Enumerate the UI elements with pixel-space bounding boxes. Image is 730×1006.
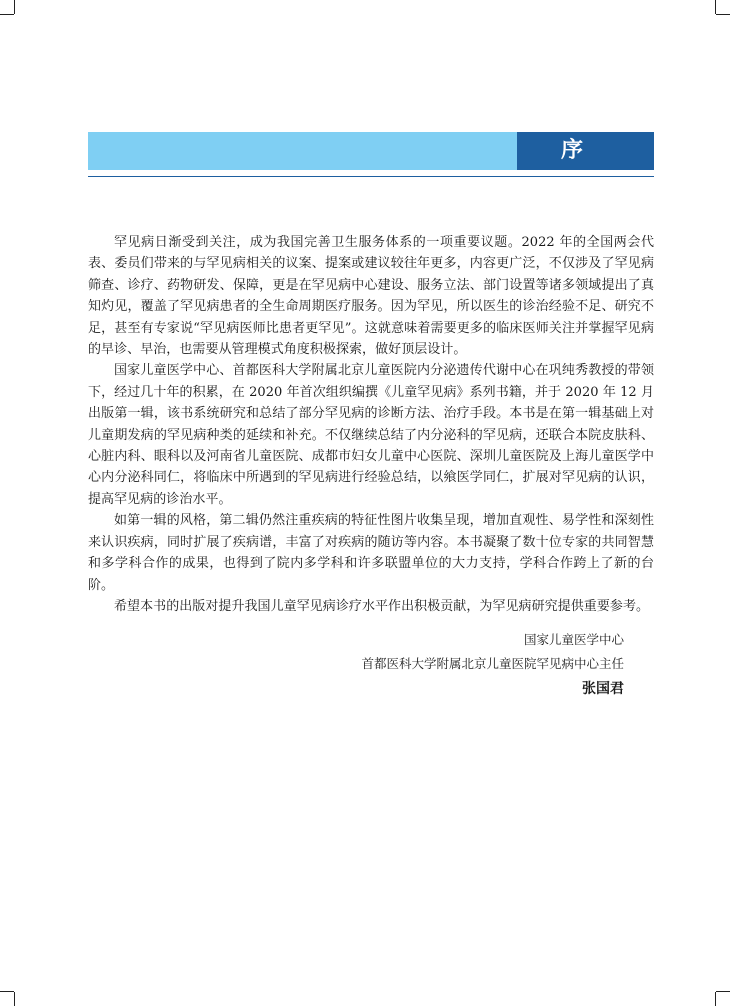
crop-mark — [0, 991, 14, 992]
signature-org2: 首都医科大学附属北京儿童医院罕见病中心主任 — [361, 656, 624, 671]
preface-body — [88, 232, 654, 617]
paragraph: 国家儿童医学中心、首都医科大学附属北京儿童医院内分泌遗传代谢中心在巩纯秀教授的带领下，经过几十年的积累，在 2020 年首次组织编撰《儿童罕见病》系列书籍，并于 2020 年 12 月出版第一辑，该书系统研究和总结了部分罕见病的诊断方法、治疗手段。本书是在第一辑基础上对儿童期发病的罕见病种类的延续和补充。不仅继续总结了内分泌科的罕见病，还联合本院皮肤科、心脏内科、眼科以及河南省儿童医院、成都市妇女儿童中心医院、深圳儿童医院及上海儿童医学中心内分泌科同仁，将临床中所遇到的罕见病进行经验总结，以飨医学同仁，扩展对罕见病的认识，提高罕见病的诊治水平。 — [88, 363, 654, 507]
paragraph: 罕见病日渐受到关注，成为我国完善卫生服务体系的一项重要议题。2022 年的全国两会代表、委员们带来的与罕见病相关的议案、提案或建议较往年更多，内容更广泛，不仅涉及了罕见病筛查、诊疗、药物研发、保障，更是在罕见病中心建设、服务立法、部门设置等诸多领域提出了真知灼见，覆盖了罕见病患者的全生命周期医疗服务。因为罕见，所以医生的诊治经验不足、研究不足，甚至有专家说“罕见病医师比患者更罕见”。这就意味着需要更多的临床医师关注并掌握罕见病的早诊、早治，也需要从管理模式角度积极探索，做好顶层设计。 — [88, 235, 654, 358]
paragraph: 希望本书的出版对提升我国儿童罕见病诊疗水平作出积极贡献，为罕见病研究提供重要参考。 — [114, 598, 650, 614]
page-title: 序 — [517, 132, 654, 170]
signature-org1: 国家儿童医学中心 — [523, 632, 624, 647]
crop-mark — [0, 14, 14, 15]
title-rule — [88, 176, 654, 177]
crop-mark — [715, 0, 716, 14]
section-title-bar — [88, 132, 654, 170]
paragraph: 如第一辑的风格，第二辑仍然注重疾病的特征性图片收集呈现，增加直观性、易学性和深刻性来认识疾病，同时扩展了疾病谱，丰富了对疾病的随访等内容。本书凝聚了数十位专家的共同智慧和多学科合作的成果，也得到了院内多学科和许多联盟单位的大力支持，学科合作跨上了新的台阶。 — [88, 513, 654, 593]
crop-mark — [715, 992, 716, 1006]
signature-name: 张国君 — [582, 681, 624, 697]
crop-mark — [716, 991, 730, 992]
crop-mark — [716, 14, 730, 15]
crop-mark — [14, 0, 15, 14]
title-bar-light — [88, 132, 517, 170]
crop-mark — [14, 992, 15, 1006]
